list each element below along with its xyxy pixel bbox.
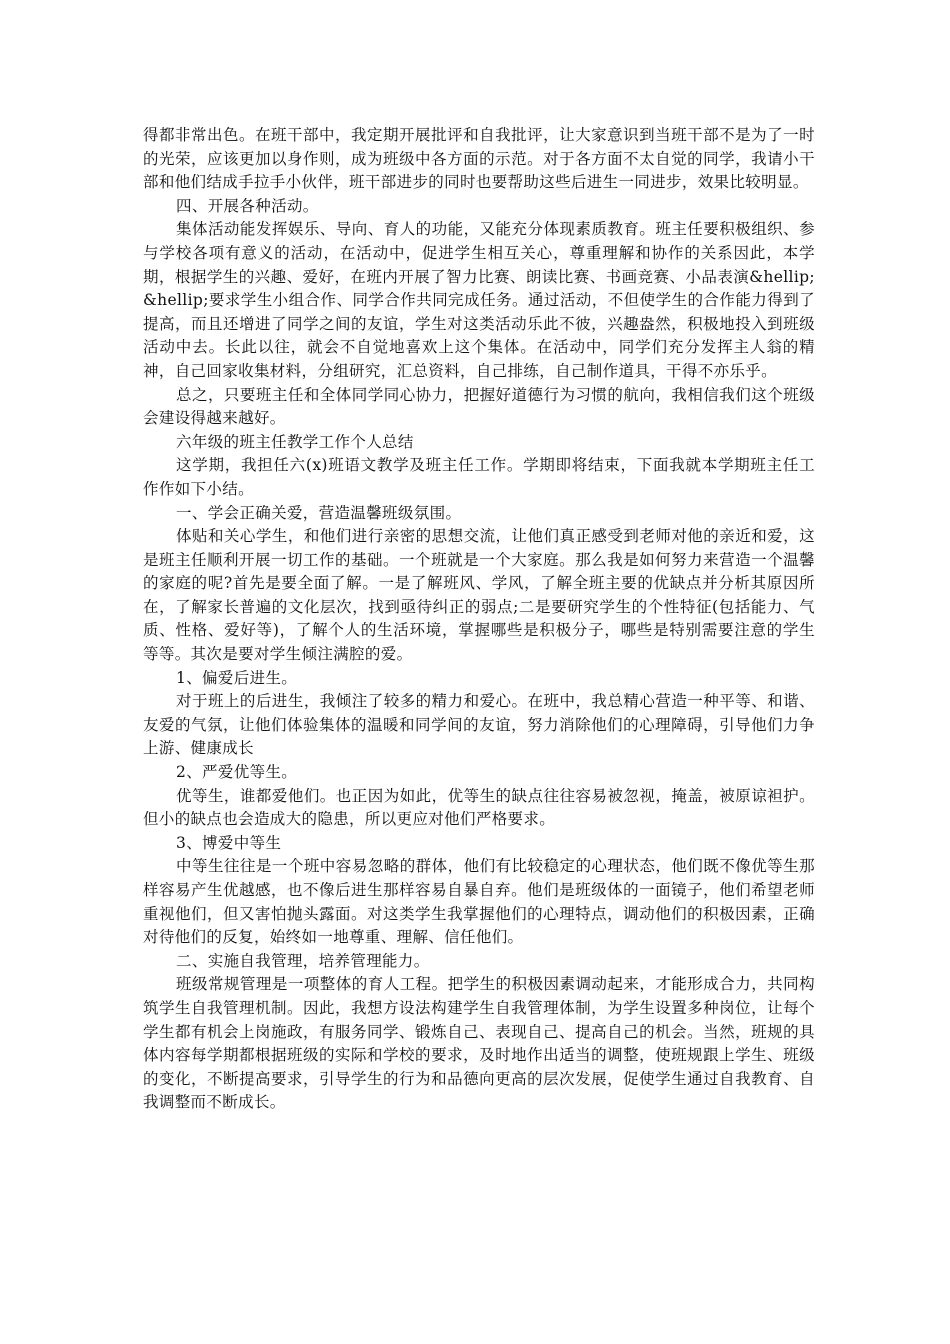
paragraph-lagging-students: 对于班上的后进生，我倾注了较多的精力和爱心。在班中，我总精心营造一种平等、和谐、友爱的气氛，让他们体验集体的温暖和同学间的友谊，努力消除他们的心理障碍，引导他们力争上游、健康成长 <box>143 692 815 758</box>
section-heading-self-management: 二、实施自我管理，培养管理能力。 <box>176 951 430 970</box>
paragraph-continuation: 得都非常出色。在班干部中，我定期开展批评和自我批评，让大家意识到当班干部不是为了一时的光荣，应该更加以身作则，成为班级中各方面的示范。对于各方面不太自觉的同学，我请小干部和他们结成手拉手小伙伴，班干部进步的同时也要帮助这些后进生一同进步，效果比较明显。 <box>143 126 815 192</box>
document-body <box>143 124 815 1115</box>
paragraph-top-students: 优等生，谁都爱他们。也正因为如此，优等生的缺点往往容易被忽视，掩盖，被原谅袒护。但小的缺点也会造成大的隐患，所以更应对他们严格要求。 <box>143 786 815 829</box>
section-heading-activities: 四、开展各种活动。 <box>176 196 319 215</box>
paragraph-intro: 这学期，我担任六(x)班语文教学及班主任工作。学期即将结束，下面我就本学期班主任工作作如下小结。 <box>143 456 815 498</box>
document-subtitle: 六年级的班主任教学工作个人总结 <box>176 432 414 451</box>
paragraph-middle-students: 中等生往往是一个班中容易忽略的群体，他们有比较稳定的心理状态，他们既不像优等生那样容易产生优越感，也不像后进生那样容易自暴自弃。他们是班级体的一面镜子，他们希望老师重视他们，但又害怕抛头露面。对这类学生我掌握他们的心理特点，调动他们的积极因素，正确对待他们的反复，始终如一地尊重、理解、信任他们。 <box>143 857 815 947</box>
section-heading-care: 一、学会正确关爱，营造温馨班级氛围。 <box>176 503 462 522</box>
paragraph-care: 体贴和关心学生，和他们进行亲密的思想交流，让他们真正感受到老师对他的亲近和爱，这是班主任顺利开展一切工作的基础。一个班就是一个大家庭。那么我是如何努力来营造一个温馨的家庭的呢?首先是要全面了解。一是了解班风、学风，了解全班主要的优缺点并分析其原因所在，了解家长普遍的文化层次，找到亟待纠正的弱点;二是要研究学生的个性特征(包括能力、气质、性格、爱好等)，了解个人的生活环境，掌握哪些是积极分子，哪些是特别需要注意的学生等等。其次是要对学生倾注满腔的爱。 <box>143 527 815 664</box>
paragraph-self-management: 班级常规管理是一项整体的育人工程。把学生的积极因素调动起来，才能形成合力，共同构筑学生自我管理机制。因此，我想方设法构建学生自我管理体制，为学生设置多种岗位，让每个学生都有机会上岗施政，有服务同学、锻炼自己、表现自己、提高自己的机会。当然，班规的具体内容每学期都根据班级的实际和学校的要求，及时地作出适当的调整，使班规跟上学生、班级的变化，不断提高要求，引导学生的行为和品德向更高的层次发展，促使学生通过自我教育、自我调整而不断成长。 <box>143 975 815 1112</box>
paragraph-activities: 集体活动能发挥娱乐、导向、育人的功能，又能充分体现素质教育。班主任要积极组织、参与学校各项有意义的活动，在活动中，促进学生相互关心，尊重理解和协作的关系因此，本学期，根据学生的兴趣、爱好，在班内开展了智力比赛、朗读比赛、书画竞赛、小品表演&hellip;&hellip;要求学生小组合作、同学合作共同完成任务。通过活动，不但使学生的合作能力得到了提高，而且还增进了同学之间的友谊，学生对这类活动乐此不彼，兴趣盎然，积极地投入到班级活动中去。长此以往，就会不自觉地喜欢上这个集体。在活动中，同学们充分发挥主人翁的精神，自己回家收集材料，分组研究，汇总资料，自己排练，自己制作道具，干得不亦乐乎。 <box>143 220 815 380</box>
subheading-middle-students: 3、博爱中等生 <box>176 833 282 852</box>
paragraph-conclusion: 总之，只要班主任和全体同学同心协力，把握好道德行为习惯的航向，我相信我们这个班级会建设得越来越好。 <box>143 385 815 428</box>
subheading-lagging-students: 1、偏爱后进生。 <box>176 668 298 687</box>
subheading-top-students: 2、严爱优等生。 <box>176 763 298 782</box>
